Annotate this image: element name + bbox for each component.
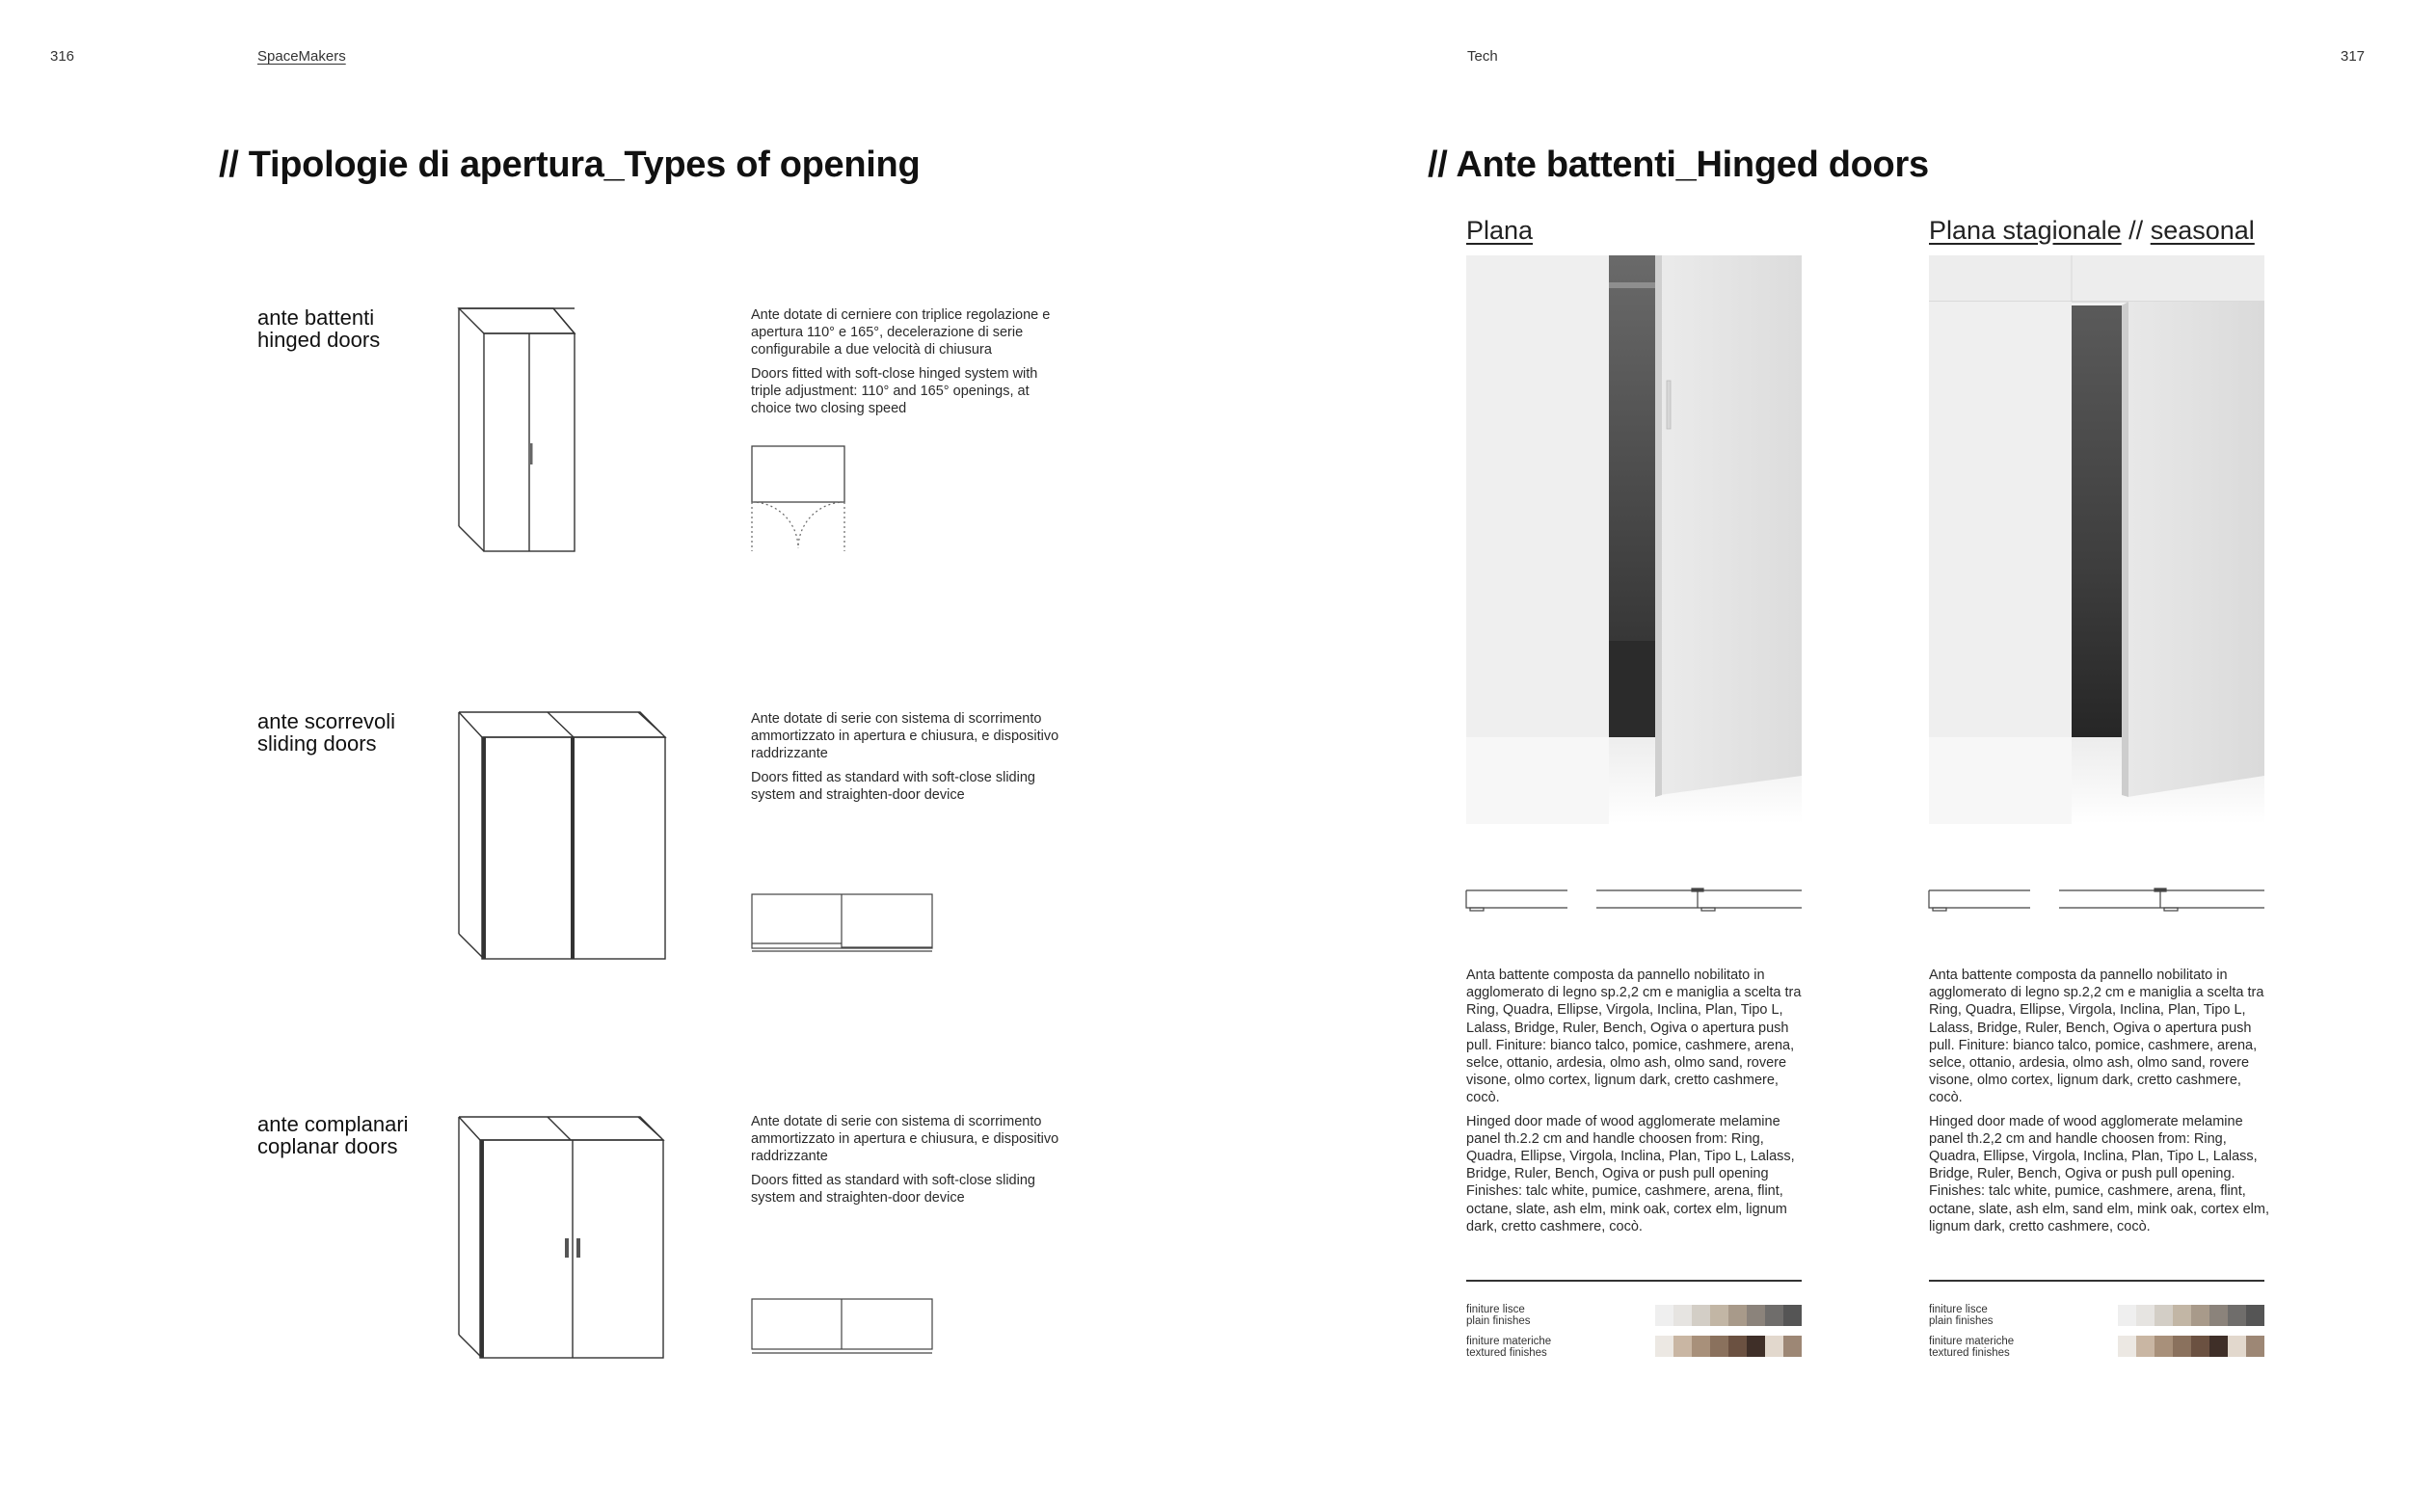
left-page-number: 316 xyxy=(50,48,75,65)
product-title-plana: Plana xyxy=(1466,216,1534,245)
finish-swatch xyxy=(1692,1336,1710,1357)
finish-swatch xyxy=(2228,1336,2246,1357)
finish-swatch xyxy=(2173,1336,2191,1357)
finish-swatch xyxy=(1747,1336,1765,1357)
divider-plana xyxy=(1466,1280,1802,1282)
finish-swatch xyxy=(1783,1336,1802,1357)
finish-swatch xyxy=(1710,1336,1728,1357)
finish-swatch xyxy=(1728,1305,1747,1326)
finish-swatch xyxy=(1673,1305,1692,1326)
finish-swatch xyxy=(1747,1305,1765,1326)
finish-swatch xyxy=(2209,1336,2228,1357)
coplanar-wardrobe-drawing xyxy=(455,1115,667,1361)
hinged-wardrobe-drawing xyxy=(453,306,580,551)
right-page-title: // Ante battenti_Hinged doors xyxy=(1428,145,1929,185)
divider-plana-stagionale xyxy=(1929,1280,2264,1282)
plana-plain-swatches xyxy=(1655,1305,1802,1326)
desc-hinged: Ante dotate di cerniere con triplice regolazione e apertura 110° e 165°, decelerazione di serie configurabile a due velocità di chiusura Doors fitted with soft-close hinged system with triple adjustment: 110° and 165° openings, at choice two closing speed xyxy=(751,307,1051,417)
coplanar-plan-diagram xyxy=(751,1298,934,1356)
plana-stagionale-photo xyxy=(1929,255,2264,824)
hinged-plan-diagram xyxy=(751,445,847,553)
type-label-coplanar: ante complanari coplanar doors xyxy=(257,1112,409,1158)
product-title-plana-stagionale: Plana stagionale // seasonal xyxy=(1929,216,2255,245)
plana-photo xyxy=(1466,255,1802,824)
finish-swatch xyxy=(2118,1305,2136,1326)
plana-stagionale-description: Anta battente composta da pannello nobilitato in agglomerato di legno sp.2,2 cm e maniglia a scelta tra Ring, Quadra, Ellipse, Virgola, Inclina, Plan, Tipo L, Lalass, Bridge, Ruler, Bench, Ogiva o apertura push pull. Finiture: bianco talco, pomice, cashmere, arena, selce, ottanio, ardesia, olmo ash, olmo sand, rovere visone, olmo cortex, lignum dark, cretto cashmere, cocò. Hinged door made of wood agglomerate melamine panel th.2,2 cm and handle choosen from: Ring, Quadra, Ellipse, Virgola, Inclina, Plan, Tipo L, Lalass, Bridge, Ruler, Bench, Ogiva or push pull opening. Finishes: talc white, pumice, cashmere, arena, flint, octane, slate, ash elm, sand elm, mink oak, cortex elm, lignum dark, cretto cashmere, cocò. xyxy=(1929,968,2269,1234)
plana-textured-finishes-label: finiture materiche textured finishes xyxy=(1466,1336,1552,1359)
finish-swatch xyxy=(2228,1305,2246,1326)
desc-sliding: Ante dotate di serie con sistema di scorrimento ammortizzato in apertura e chiusura, e dispositivo raddrizzante Doors fitted as standard with soft-close sliding system and straighten-door device xyxy=(751,711,1059,803)
finish-swatch xyxy=(2209,1305,2228,1326)
plana-textured-swatches xyxy=(1655,1336,1802,1357)
plana-section-diagram xyxy=(1466,889,1802,917)
door-handle-icon xyxy=(530,443,533,464)
finish-swatch xyxy=(2136,1336,2155,1357)
right-handle-icon xyxy=(576,1238,580,1258)
plana-stagionale-section-diagram xyxy=(1929,889,2264,917)
plana-stagionale-plain-swatches xyxy=(2118,1305,2264,1326)
plana-stagionale-plain-finishes-label: finiture lisce plain finishes xyxy=(1929,1304,1994,1327)
finish-swatch xyxy=(2246,1305,2264,1326)
finish-swatch xyxy=(1673,1336,1692,1357)
type-label-hinged: ante battenti hinged doors xyxy=(257,305,381,352)
brand-link[interactable]: SpaceMakers xyxy=(257,48,346,65)
finish-swatch xyxy=(2246,1336,2264,1357)
sliding-plan-diagram xyxy=(751,893,934,955)
finish-swatch xyxy=(1710,1305,1728,1326)
sliding-wardrobe-drawing xyxy=(455,710,667,961)
finish-swatch xyxy=(1765,1336,1783,1357)
plana-stagionale-textured-swatches xyxy=(2118,1336,2264,1357)
plana-plain-finishes-label: finiture lisce plain finishes xyxy=(1466,1304,1531,1327)
finish-swatch xyxy=(2191,1305,2209,1326)
finish-swatch xyxy=(1692,1305,1710,1326)
left-page-title: // Tipologie di apertura_Types of opening xyxy=(219,145,921,185)
finish-swatch xyxy=(1765,1305,1783,1326)
finish-swatch xyxy=(2155,1305,2173,1326)
right-page-number: 317 xyxy=(2341,48,2366,65)
finish-swatch xyxy=(2155,1336,2173,1357)
finish-swatch xyxy=(1728,1336,1747,1357)
plana-stagionale-textured-finishes-label: finiture materiche textured finishes xyxy=(1929,1336,2015,1359)
section-name: Tech xyxy=(1467,48,1498,65)
finish-swatch xyxy=(2136,1305,2155,1326)
finish-swatch xyxy=(1655,1336,1673,1357)
desc-coplanar: Ante dotate di serie con sistema di scorrimento ammortizzato in apertura e chiusura, e dispositivo raddrizzante Doors fitted as standard with soft-close sliding system and straighten-door device xyxy=(751,1114,1059,1206)
plana-description: Anta battente composta da pannello nobilitato in agglomerato di legno sp.2,2 cm e maniglia a scelta tra Ring, Quadra, Ellipse, Virgola, Inclina, Plan, Tipo L, Lalass, Bridge, Ruler, Bench, Ogiva o apertura push pull. Finiture: bianco talco, pomice, cashmere, arena, selce, ottanio, ardesia, olmo ash, olmo sand, rovere visone, olmo cortex, lignum dark, cretto cashmere, cocò. Hinged door made of wood agglomerate melamine panel th.2.2 cm and handle choosen from: Ring, Quadra, Ellipse, Virgola, Inclina, Plan, Tipo L, Lalass, Bridge, Ruler, Bench, Ogiva or push pull opening Finishes: talc white, pumice, cashmere, arena, flint, octane, slate, ash elm, mink oak, cortex elm, lignum dark, cretto cashmere, cocò. xyxy=(1466,968,1802,1234)
finish-swatch xyxy=(2118,1336,2136,1357)
finish-swatch xyxy=(1655,1305,1673,1326)
finish-swatch xyxy=(2191,1336,2209,1357)
left-handle-icon xyxy=(565,1238,569,1258)
finish-swatch xyxy=(2173,1305,2191,1326)
type-label-sliding: ante scorrevoli sliding doors xyxy=(257,709,396,756)
finish-swatch xyxy=(1783,1305,1802,1326)
